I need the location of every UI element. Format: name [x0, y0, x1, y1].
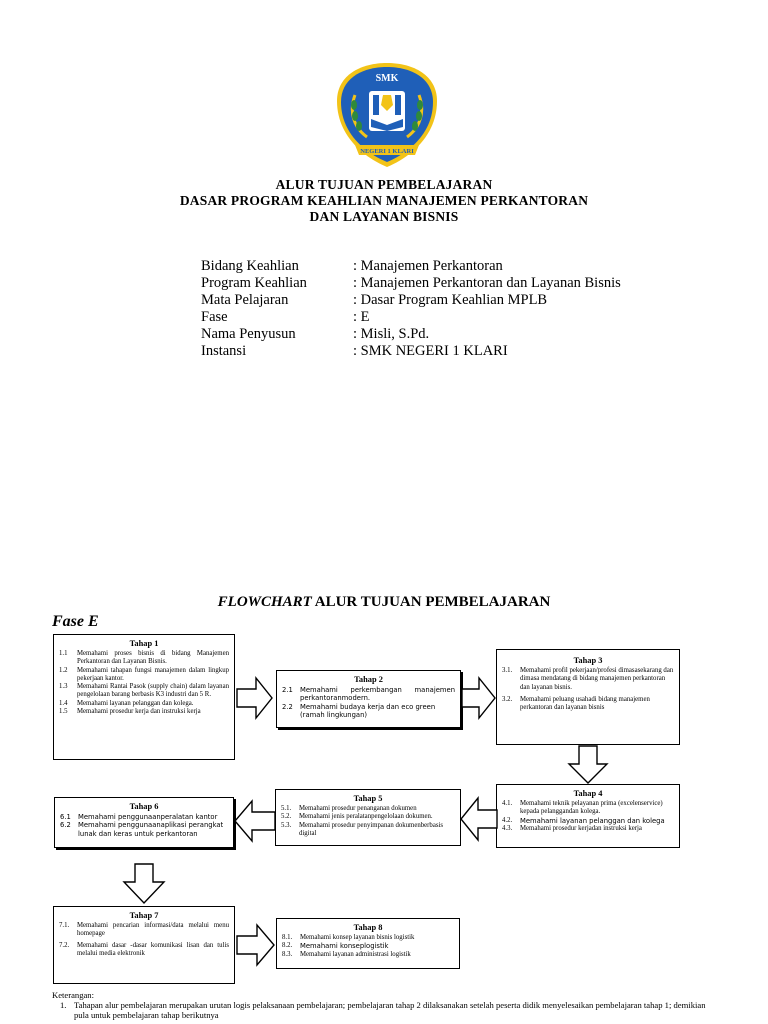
item-text: Memahami Rantai Pasok (supply chain) dalam layanan pengelolaan barang berbasis K3 industri dan 5 R. — [77, 683, 229, 699]
info-value: : Manajemen Perkantoran — [353, 258, 503, 274]
info-value: : Manajemen Perkantoran dan Layanan Bisnis — [353, 275, 621, 291]
info-label: Fase — [201, 309, 228, 325]
flowchart-title-rest: ALUR TUJUAN PEMBELAJARAN — [311, 594, 551, 610]
item-number: 1.5 — [59, 708, 68, 716]
info-label: Bidang Keahlian — [201, 258, 299, 274]
tahap-4-box — [496, 784, 680, 848]
document-title-line-2: DASAR PROGRAM KEAHLIAN MANAJEMEN PERKANTORAN — [179, 193, 589, 208]
item-number: 5.1. — [281, 805, 292, 812]
list-item — [60, 821, 228, 838]
item-number: 1.2 — [59, 666, 68, 674]
arrow-down-icon — [123, 863, 165, 905]
item-number: 1.3 — [59, 683, 68, 691]
info-label: Mata Pelajaran — [201, 292, 289, 308]
item-text: Memahami dasar -dasar komunikasi lisan dan tulis melalui media elektronik — [77, 941, 229, 957]
item-text: Memahami layanan administrasi logistik — [300, 950, 411, 958]
item-text: Memahami penggunaanaplikasi perangkat lunak dan keras untuk perkantoran — [78, 821, 224, 838]
list-item — [282, 703, 455, 720]
tahap-5-title: Tahap 5 — [353, 794, 383, 803]
item-text: Memahami penggunaanperalatan kantor — [78, 813, 218, 821]
tahap-1-box — [53, 634, 235, 760]
tahap-7-box — [53, 906, 235, 984]
arrow-left-icon — [460, 797, 498, 841]
info-row-instansi — [201, 343, 508, 360]
tahap-5-box — [275, 789, 461, 846]
item-number: 5.2. — [281, 813, 292, 821]
tahap-7-title: Tahap 7 — [129, 911, 159, 920]
arrow-right-icon — [236, 677, 274, 719]
tahap-2-title: Tahap 2 — [354, 675, 383, 684]
item-text: Memahami budaya kerja dan eco green (ramah lingkungan) — [300, 702, 436, 719]
list-item — [59, 942, 229, 959]
arrow-left-icon — [234, 800, 276, 842]
item-number: 8.2. — [282, 942, 293, 950]
item-number: 8.3. — [282, 950, 293, 958]
item-number: 3.1. — [502, 667, 513, 674]
document-title-line-3: DAN LAYANAN BISNIS — [309, 209, 459, 224]
list-item — [502, 800, 674, 817]
flowchart-title — [0, 594, 768, 611]
list-item — [502, 696, 674, 713]
item-number: 1.4 — [59, 699, 68, 707]
item-number: 7.1. — [59, 922, 70, 929]
item-number: 6.2 — [60, 821, 71, 830]
info-label: Program Keahlian — [201, 275, 307, 291]
item-text: Memahami peluang usahadi bidang manajemen perkantoran dan layanan bisnis — [520, 695, 650, 712]
fase-label: Fase E — [52, 613, 99, 630]
tahap-3-title: Tahap 3 — [573, 656, 603, 665]
item-number: 2.1 — [282, 686, 293, 694]
item-text: Memahami proses bisnis di bidang Manajemen Perkantoran dan Layanan Bisnis. — [77, 650, 229, 666]
list-item — [282, 942, 454, 950]
tahap-8-box — [276, 918, 460, 969]
item-text: Memahami teknik pelayanan prima (excelenservice) kepada pelanggandan kolega. — [520, 800, 663, 816]
item-text: Memahami profil pekerjaan/profesi dimasasekarang dan dimasa mendatang di bidang manajemen perkantoran dan layanan bisnis. — [520, 667, 674, 691]
logo-top-text: SMK — [375, 73, 399, 84]
note-text: Tahapan alur pembelajaran merupakan urutan logis pelaksanaan pembelajaran; pembelajaran tahap 2 dilaksanakan setelah peserta didik menyelesaikan pembelajaran tahap 1; demikian pula untuk pembelajaran tahap berikutnya — [74, 1000, 706, 1020]
list-item — [281, 805, 455, 813]
item-text: Memahami prosedur penanganan dokumen — [299, 805, 417, 812]
item-text: Memahami layanan pelanggan dan kolega — [520, 816, 665, 825]
tahap-8-title: Tahap 8 — [353, 923, 383, 932]
tahap-2-box — [276, 670, 461, 728]
list-item — [502, 817, 674, 825]
list-item — [282, 686, 455, 703]
item-text: Memahami pencarian informasi/data melalui menu homepage — [77, 922, 229, 938]
list-item — [59, 700, 229, 708]
info-label: Nama Penyusun — [201, 326, 296, 342]
info-value: : Dasar Program Keahlian MPLB — [353, 292, 548, 308]
item-number: 2.2 — [282, 702, 293, 711]
item-text: Memahami konsep layanan bisnis logistik — [300, 934, 415, 941]
tahap-6-box — [54, 797, 234, 848]
list-item — [59, 708, 229, 716]
info-row-mapel — [201, 292, 547, 309]
notes-section — [52, 990, 712, 1020]
item-text: Memahami prosedur kerja dan instruksi kerja — [77, 708, 201, 716]
list-item — [60, 813, 228, 821]
list-item — [502, 825, 674, 833]
list-item — [502, 667, 674, 692]
note-number: 1. — [60, 1000, 67, 1010]
list-item — [281, 822, 455, 839]
list-item — [59, 922, 229, 939]
info-value: : SMK NEGERI 1 KLARI — [353, 343, 508, 359]
flowchart-title-italic: FLOWCHART — [217, 594, 312, 610]
item-text: Memahami layanan pelanggan dan kolega. — [77, 699, 194, 707]
tahap-1-title: Tahap 1 — [129, 639, 159, 648]
notes-heading: Keterangan: — [52, 990, 94, 1000]
info-row-fase — [201, 309, 370, 326]
tahap-3-box — [496, 649, 680, 745]
note-item — [52, 1000, 712, 1020]
item-text: Memahami tahapan fungsi manajemen dalam lingkup pekerjaan kantor. — [77, 666, 229, 682]
item-number: 4.1. — [502, 800, 513, 807]
info-row-program — [201, 275, 621, 292]
item-text: Memahami prosedur kerjadan instruksi kerja — [520, 824, 642, 832]
school-logo — [333, 61, 441, 169]
list-item — [282, 951, 454, 959]
tahap-6-title: Tahap 6 — [129, 802, 159, 811]
tahap-4-title: Tahap 4 — [573, 789, 603, 798]
info-row-bidang — [201, 258, 503, 275]
list-item — [281, 813, 455, 821]
item-number: 7.2. — [59, 941, 70, 949]
logo-bottom-text: NEGERI 1 KLARI — [360, 148, 414, 155]
info-label: Instansi — [201, 343, 247, 359]
list-item — [59, 650, 229, 667]
item-number: 4.2. — [502, 816, 513, 824]
document-title-line-1: ALUR TUJUAN PEMBELAJARAN — [275, 177, 493, 192]
item-text: Memahami jenis peralatanpengelolaan dokumen. — [299, 813, 433, 821]
info-row-penyusun — [201, 326, 429, 343]
item-text: Memahami prosedur penyimpanan dokumenberbasis digital — [299, 821, 444, 837]
arrow-right-icon — [461, 677, 497, 719]
arrow-right-icon — [236, 924, 276, 966]
arrow-down-icon — [568, 745, 608, 785]
info-value: : E — [353, 309, 370, 325]
info-value: : Misli, S.Pd. — [353, 326, 430, 342]
item-number: 6.1 — [60, 813, 71, 821]
list-item — [59, 667, 229, 684]
item-number: 4.3. — [502, 824, 513, 832]
item-text: Memahami konseplogistik — [300, 942, 389, 951]
item-number: 8.1. — [282, 934, 293, 941]
item-number: 1.1 — [59, 650, 68, 657]
item-number: 5.3. — [281, 821, 292, 829]
list-item — [59, 683, 229, 700]
list-item — [282, 934, 454, 942]
item-number: 3.2. — [502, 695, 513, 703]
item-text: Memahami perkembangan manajemen perkantoranmodern. — [300, 686, 455, 703]
